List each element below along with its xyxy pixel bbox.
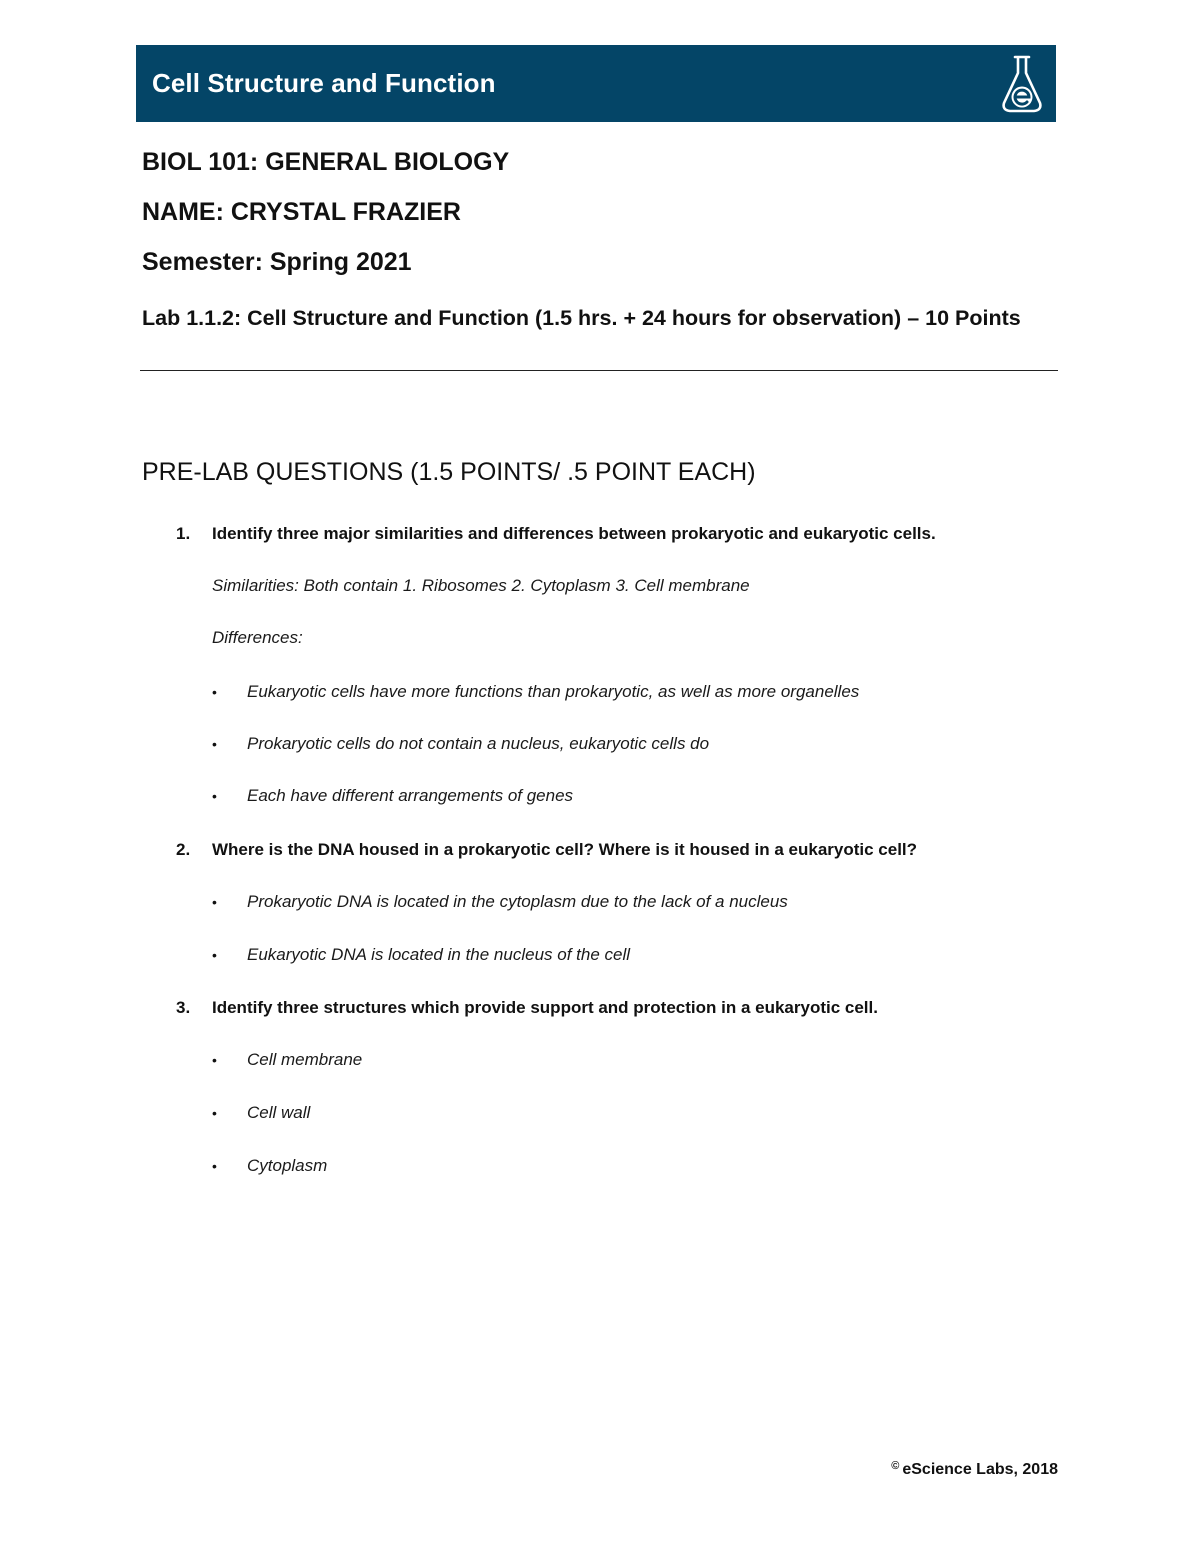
header-banner [136, 45, 1056, 122]
copyright-icon: © [891, 1460, 900, 1472]
bullet-icon: • [212, 1158, 217, 1174]
question-text: Where is the DNA housed in a prokaryotic cell? Where is it housed in a eukaryotic cell? [212, 840, 918, 859]
lab-title: Lab 1.1.2: Cell Structure and Function (1.5 hrs. + 24 hours for observation) – 10 Points [142, 306, 1021, 330]
list-item: Prokaryotic cells do not contain a nucleus, eukaryotic cells do [247, 734, 710, 753]
list-item: Cytoplasm [247, 1156, 328, 1175]
answer-differences-label: Differences: [212, 628, 303, 647]
bullet-icon: • [212, 1105, 217, 1121]
question-number: 3. [176, 998, 191, 1017]
semester: Semester: Spring 2021 [142, 248, 412, 276]
bullet-icon: • [212, 894, 217, 910]
bullet-icon: • [212, 684, 217, 700]
bullet-icon: • [212, 947, 217, 963]
question-number: 1. [176, 524, 191, 543]
question-number: 2. [176, 840, 191, 859]
header-title: Cell Structure and Function [152, 68, 496, 98]
list-item: Eukaryotic DNA is located in the nucleus of the cell [247, 945, 631, 964]
bullet-icon: • [212, 788, 217, 804]
question-text: Identify three structures which provide support and protection in a eukaryotic cell. [212, 998, 878, 1017]
list-item: Cell wall [247, 1103, 311, 1122]
copyright-text: eScience Labs, 2018 [902, 1461, 1058, 1478]
bullet-icon: • [212, 736, 217, 752]
question-text: Identify three major similarities and differences between prokaryotic and eukaryotic cells. [212, 524, 936, 543]
list-item: Prokaryotic DNA is located in the cytoplasm due to the lack of a nucleus [247, 892, 788, 911]
section-heading: PRE-LAB QUESTIONS (1.5 POINTS/ .5 POINT EACH) [142, 458, 756, 486]
flask-logo-icon [998, 53, 1046, 115]
list-item: Cell membrane [247, 1050, 363, 1069]
list-item: Eukaryotic cells have more functions than prokaryotic, as well as more organelles [247, 682, 860, 701]
copyright-footer [891, 1460, 1058, 1479]
answer-similarities: Similarities: Both contain 1. Ribosomes 2. Cytoplasm 3. Cell membrane [212, 576, 750, 595]
list-item: Each have different arrangements of genes [247, 786, 574, 805]
course-title: BIOL 101: GENERAL BIOLOGY [142, 148, 510, 176]
bullet-icon: • [212, 1052, 217, 1068]
title-divider [140, 370, 1058, 371]
student-name: NAME: CRYSTAL FRAZIER [142, 198, 461, 226]
